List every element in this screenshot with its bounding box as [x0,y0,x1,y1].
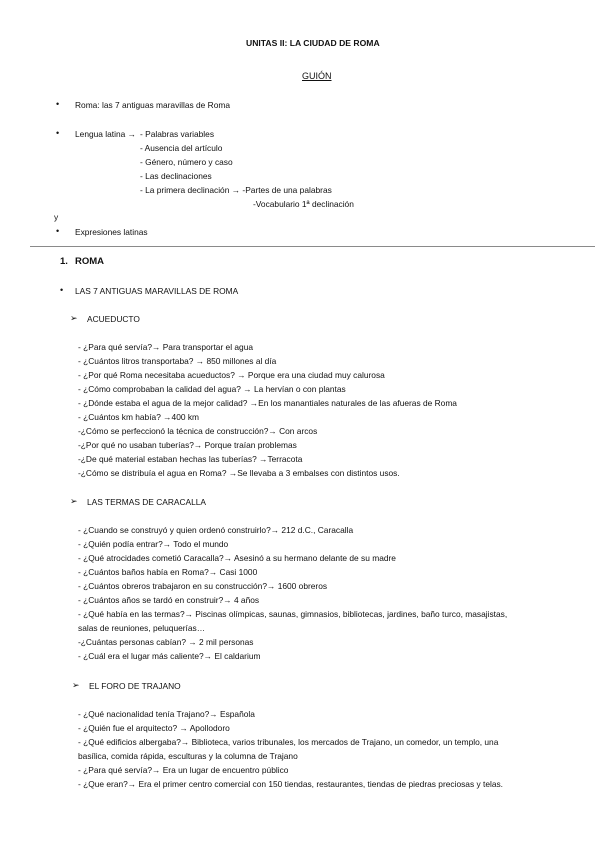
section-number: 1. [60,256,68,267]
foro-line: - ¿Que eran?→ Era el primer centro comercial con 150 tiendas, restaurantes, tiendas de piedras preciosas y telas. [78,779,504,789]
acueducto-line: - ¿Cómo comprobaban la calidad del agua? → La hervían o con plantas [78,384,346,394]
termas-line: - ¿Qué había en las termas?→ Piscinas olímpicas, saunas, gimnasios, bibliotecas, jardines, baño turco, masajistas, [78,609,508,619]
arrow-bullet-icon: ➢ [72,680,80,690]
bullet-icon: • [56,99,60,109]
acueducto-line: - ¿Cuántos litros transportaba? → 850 millones al día [78,356,277,366]
guion-item-roma: Roma: las 7 antiguas maravillas de Roma [75,100,231,110]
foro-line: basílica, comida rápida, esculturas y la columna de Trajano [78,751,298,761]
termas-line: - ¿Quién podía entrar?→ Todo el mundo [78,539,229,549]
foro-line: - ¿Quién fue el arquitecto? → Apollodoro [78,723,230,733]
termas-line: salas de reuniones, peluquerías… [78,623,206,633]
termas-line: - ¿Qué atrocidades cometió Caracalla?→ Asesinó a su hermano delante de su madre [78,553,396,563]
y-text: y [54,212,59,222]
acueducto-heading: ACUEDUCTO [87,314,140,324]
foro-line: - ¿Qué edificios albergaba?→ Biblioteca, varios tribunales, los mercados de Trajano, un comedor, un templo, una [78,737,499,747]
termas-line: -¿Cuántas personas cabían? → 2 mil personas [78,637,254,647]
termas-line: - ¿Cuántos obreros trabajaron en su construcción?→ 1600 obreros [78,581,328,591]
arrow-bullet-icon: ➢ [70,313,78,323]
termas-heading: LAS TERMAS DE CARACALLA [87,497,206,507]
acueducto-line: -¿De qué material estaban hechas las tuberías? →Terracota [78,454,303,464]
divider [30,246,595,247]
foro-line: - ¿Para qué servía?→ Era un lugar de encuentro público [78,765,289,775]
acueducto-line: - ¿Cuántos km había? →400 km [78,412,200,422]
termas-line: - ¿Cuántos años se tardó en construir?→ 4 años [78,595,260,605]
foro-line: - ¿Qué nacionalidad tenía Trajano?→ Española [78,709,255,719]
guion-heading: GUIÓN [302,71,332,81]
acueducto-line: - ¿Para qué servía?→ Para transportar el agua [78,342,254,352]
guion-sub-item: - Palabras variables [140,129,215,139]
acueducto-line: - ¿Dónde estaba el agua de la mejor calidad? →En los manantiales naturales de las afueras de Roma [78,398,457,408]
acueducto-line: -¿Cómo se perfeccionó la técnica de construcción?→ Con arcos [78,426,318,436]
termas-line: - ¿Cuál era el lugar más caliente?→ El caldarium [78,651,261,661]
document-title: UNITAS II: LA CIUDAD DE ROMA [246,38,380,48]
foro-heading: EL FORO DE TRAJANO [89,681,181,691]
bullet-icon: • [60,285,64,295]
guion-sub-sub-item: -Vocabulario 1ª declinación [253,199,354,209]
guion-sub-item: - Ausencia del artículo [140,143,223,153]
termas-line: - ¿Cuando se construyó y quien ordenó construirlo?→ 212 d.C., Caracalla [78,525,354,535]
guion-sub-item: - Las declinaciones [140,171,212,181]
section-subtitle: LAS 7 ANTIGUAS MARAVILLAS DE ROMA [75,286,239,296]
guion-item-expresiones: Expresiones latinas [75,227,148,237]
acueducto-line: -¿Por qué no usaban tuberías?→ Porque traían problemas [78,440,297,450]
guion-sub-item: - Género, número y caso [140,157,233,167]
acueducto-line: - ¿Por qué Roma necesitaba acueductos? → Porque era una ciudad muy calurosa [78,370,385,380]
bullet-icon: • [56,226,60,236]
guion-item-lengua-label: Lengua latina → [75,129,136,139]
arrow-bullet-icon: ➢ [70,496,78,506]
termas-line: - ¿Cuántos baños había en Roma?→ Casi 1000 [78,567,258,577]
bullet-icon: • [56,128,60,138]
section-title: ROMA [75,256,105,267]
acueducto-line: -¿Cómo se distribuía el agua en Roma? →Se llevaba a 3 embalses con distintos usos. [78,468,400,478]
guion-sub-item: - La primera declinación → -Partes de una palabras [140,185,332,195]
